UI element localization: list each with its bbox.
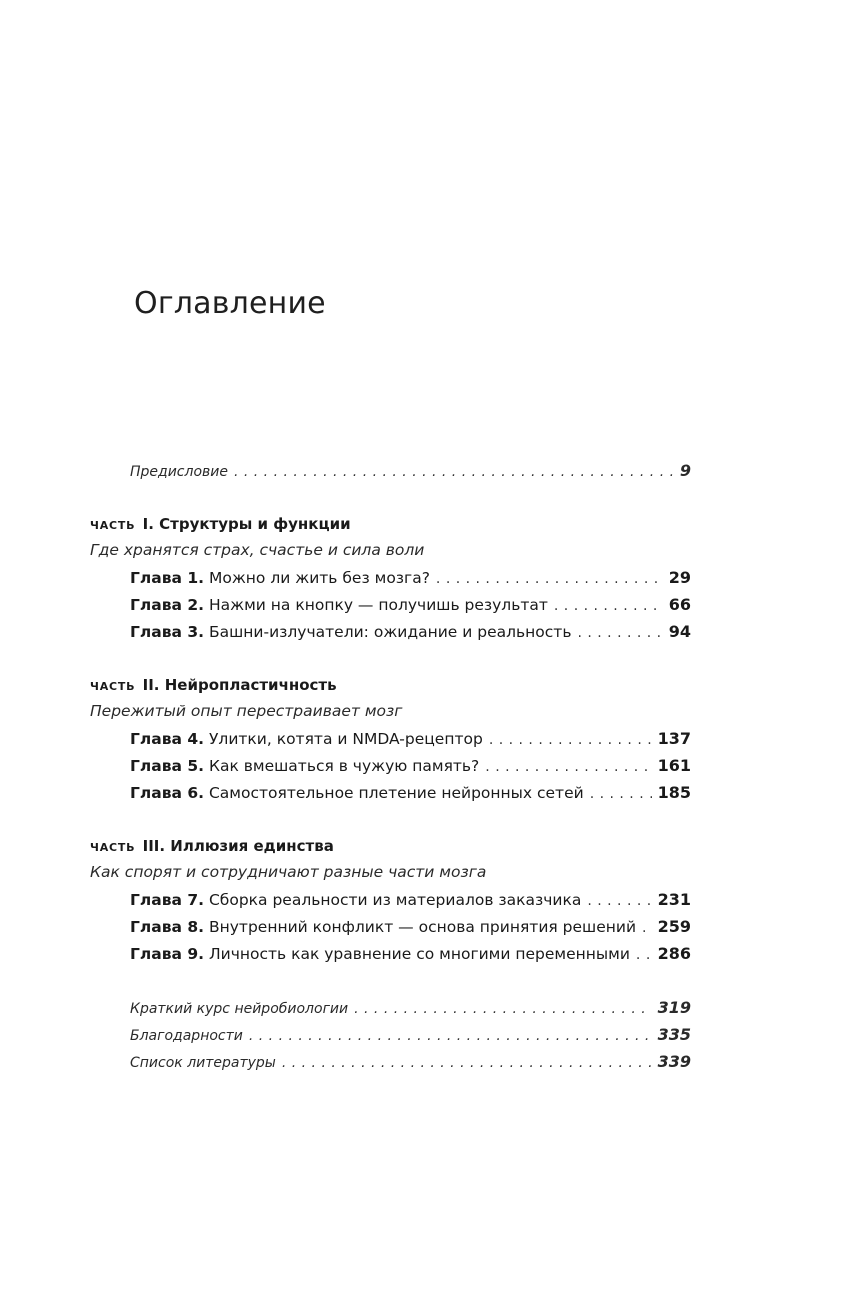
table-of-contents	[90, 458, 691, 1075]
part-title: Иллюзия единства	[170, 837, 334, 855]
toc-entry-preface[interactable]	[90, 458, 691, 484]
entry-label: Благодарности	[130, 1028, 243, 1044]
dot-leader	[234, 459, 674, 484]
part-2	[90, 672, 691, 806]
toc-entry-chapter[interactable]	[90, 913, 691, 940]
toc-entry-back-matter[interactable]	[90, 1021, 691, 1048]
dot-leader	[590, 781, 652, 806]
chapter-prefix: Глава 3.	[130, 623, 205, 641]
entry-label: Краткий курс нейробиологии	[130, 1001, 349, 1017]
entry-label: Список литературы	[130, 1055, 276, 1071]
chapter-prefix: Глава 6.	[130, 784, 205, 802]
page-number: 137	[657, 729, 691, 748]
toc-entry-chapter[interactable]	[90, 779, 691, 806]
page-number: 66	[668, 595, 691, 614]
page-number: 319	[657, 998, 691, 1017]
part-heading[interactable]	[90, 833, 691, 859]
toc-entry-chapter[interactable]	[90, 940, 691, 967]
chapter-title: Нажми на кнопку — получишь результат	[208, 596, 548, 614]
dot-leader	[249, 1023, 652, 1048]
dot-leader	[577, 620, 662, 645]
page-number: 161	[657, 756, 691, 775]
page-number: 29	[668, 568, 691, 587]
dot-leader	[282, 1050, 652, 1075]
page-number: 286	[657, 944, 691, 963]
toc-entry-back-matter[interactable]	[90, 1048, 691, 1075]
chapter-title: Внутренний конфликт — основа принятия решений	[208, 918, 637, 936]
part-heading[interactable]	[90, 672, 691, 698]
part-subtitle: Как спорят и сотрудничают разные части мозга	[90, 863, 487, 881]
chapter-prefix: Глава 9.	[130, 945, 205, 963]
page-title: Оглавление	[134, 286, 326, 321]
part-numeral: III.	[142, 837, 166, 855]
part-title: Структуры и функции	[159, 515, 351, 533]
chapter-title: Как вмешаться в чужую память?	[208, 757, 480, 775]
chapter-title: Личность как уравнение со многими переменными	[208, 945, 630, 963]
page-number: 231	[657, 890, 691, 909]
dot-leader	[587, 888, 651, 913]
chapter-title: Можно ли жить без мозга?	[208, 569, 430, 587]
part-1	[90, 511, 691, 645]
part-word: часть	[90, 837, 136, 855]
chapter-title: Башни-излучатели: ожидание и реальность	[208, 623, 572, 641]
dot-leader	[554, 593, 663, 618]
part-word: часть	[90, 515, 136, 533]
toc-entry-chapter[interactable]	[90, 618, 691, 645]
toc-entry-chapter[interactable]	[90, 564, 691, 591]
chapter-prefix: Глава 1.	[130, 569, 205, 587]
dot-leader	[485, 754, 651, 779]
entry-label: Предисловие	[130, 464, 228, 480]
toc-entry-back-matter[interactable]	[90, 994, 691, 1021]
dot-leader	[436, 566, 663, 591]
toc-entry-chapter[interactable]	[90, 591, 691, 618]
chapter-title: Сборка реальности из материалов заказчика	[208, 891, 582, 909]
page-number: 94	[668, 622, 691, 641]
dot-leader	[354, 996, 651, 1021]
part-subtitle: Где хранятся страх, счастье и сила воли	[90, 541, 425, 559]
part-word: часть	[90, 676, 136, 694]
page-number: 335	[657, 1025, 691, 1044]
part-numeral: I.	[142, 515, 154, 533]
part-title: Нейропластичность	[164, 676, 337, 694]
chapter-prefix: Глава 8.	[130, 918, 205, 936]
toc-entry-chapter[interactable]	[90, 886, 691, 913]
chapter-title: Улитки, котята и NMDA-рецептор	[208, 730, 483, 748]
dot-leader	[489, 727, 652, 752]
chapter-prefix: Глава 2.	[130, 596, 205, 614]
part-subtitle: Пережитый опыт перестраивает мозг	[90, 702, 403, 720]
part-3	[90, 833, 691, 967]
page-number: 339	[657, 1052, 691, 1071]
toc-entry-chapter[interactable]	[90, 725, 691, 752]
part-numeral: II.	[142, 676, 160, 694]
dot-leader	[636, 942, 652, 967]
back-matter	[90, 994, 691, 1075]
page-number: 259	[657, 917, 691, 936]
chapter-title: Самостоятельное плетение нейронных сетей	[208, 784, 584, 802]
page-number: 185	[657, 783, 691, 802]
part-heading[interactable]	[90, 511, 691, 537]
toc-entry-chapter[interactable]	[90, 752, 691, 779]
page-number: 9	[679, 461, 691, 480]
chapter-prefix: Глава 7.	[130, 891, 205, 909]
chapter-prefix: Глава 5.	[130, 757, 205, 775]
chapter-prefix: Глава 4.	[130, 730, 205, 748]
dot-leader	[642, 915, 652, 940]
